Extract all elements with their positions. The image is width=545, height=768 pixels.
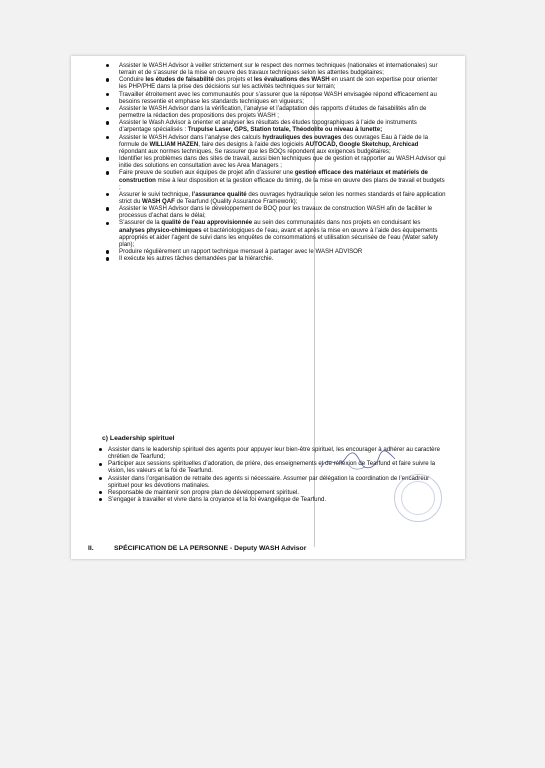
bold-text-run: les études de faisabilité [145,76,214,84]
text-run: Assurer le suivi technique, [119,190,192,198]
spiritual-leadership-item [99,496,441,503]
text-run: répondant aux normes techniques, Se rassurer que les BOQs répondent aux exigences budgétaires; [119,147,391,155]
handwritten-signature [317,449,397,475]
bold-text-run: les évaluations des WASH [253,76,330,84]
bullet-icon [106,207,109,210]
text-run: Assister le WASH Advisor dans le développement de BOQ pour les travaux de construction WASH afin de faciliter le processus d’achat dans le délai; [119,205,433,220]
bullet-icon [106,64,109,67]
bullet-icon [106,193,109,196]
organization-stamp [394,474,442,522]
text-run: en usant de son expertise pour orienter les PHP/PHE dans la prise des décisions sur les activités techniques sur terrain; [119,76,438,91]
bullet-icon [106,257,109,260]
bold-text-run: AUTOCAD, Google Sketchup, Archicad [305,140,419,148]
responsibility-item [106,119,446,133]
text-run: des ouvrages Eau à l’aide de la formule de [119,133,429,148]
text-run: Faire preuve de soutien aux équipes de projet afin d’assurer une [119,169,295,177]
responsibility-item [106,105,446,119]
bullet-icon [106,136,109,139]
responsibility-list [106,62,446,262]
document-page [71,56,465,559]
bullet-icon [99,491,102,494]
responsibility-item [106,219,446,248]
responsibility-item [106,62,446,76]
text-run: Responsable de maintenir son propre plan de développement spirituel. [108,488,300,496]
text-run: de Tearfund (Quality Assurance Framework); [174,197,298,205]
text-run: mise à leur disposition et la gestion efficace du timing, de la mise en œuvre des plans de travail et budgets ; [119,176,445,191]
bullet-icon [106,78,109,81]
text-run: au sein des communautés dans nos projets en conduisant les [252,219,421,227]
bold-text-run: qualité de l’eau approvisionnée [161,219,253,227]
bullet-icon [99,498,102,501]
text-run: Assister le WASH Advisor dans la vérification, l’analyse et l’adaptation des rapports d’études de faisabilités afin de permettre la rédaction des propositions des projets WASH ; [119,104,427,120]
bullet-icon [106,222,109,225]
text-run: des ouvrages hydraulique selon les normes standards et faire application strict du [119,190,446,205]
responsibility-item [106,248,446,255]
responsibility-item [106,76,446,90]
bullet-icon [99,477,102,480]
bullet-icon [99,463,102,466]
bold-text-run: WILLIAM HAZEN [149,140,199,148]
bold-text-run: gestion efficace des matériaux et matériels de construction [119,169,428,184]
text-run: des projets et [213,76,254,84]
spiritual-leadership-item [99,475,441,489]
text-run: , faire des designs à l’aide des logiciels [198,140,306,148]
responsibility-item [106,191,446,205]
section-c-heading: c) Leadership spirituel [102,435,175,442]
responsibility-item [106,205,446,219]
bold-text-run: Trupulse Laser, GPS, Station totale, Théodolite ou niveau à lunette; [187,126,383,134]
bold-text-run: WASH QAF [142,197,175,205]
text-run: Conduire [119,76,146,84]
section-ii-title: SPÉCIFICATION DE LA PERSONNE - Deputy WASH Advisor [114,545,307,552]
text-run: Travailler étroitement avec les communautés pour s’assurer que la réponse WASH envisagée répond efficacement au besoins ressentie et emphase les standards techniques en vigueurs; [119,90,437,105]
bold-text-run: analyses physico-chimiques [119,226,202,234]
bullet-icon [106,250,109,253]
spiritual-leadership-item [99,489,441,496]
section-ii-number: II. [88,545,94,552]
text-run: Assister dans le leadership spirituel des agents pour appuyer leur bien-être spirituel, les encourager à adhérer au caractère chrétien de Tearfund; [108,446,440,461]
bullet-icon [106,121,109,124]
text-run: Identifier les problèmes dans des sites de travail, aussi bien techniques que de gestion et rapporter au WASH Advisor qui initie des solutions en consultation avec les Area Managers ; [119,155,446,170]
text-run: Assister le WASH Advisor dans l’analyse des calculs [119,133,263,141]
responsibility-item [106,91,446,105]
responsibility-item [106,169,446,190]
text-run: S’engager à travailler et vivre dans la croyance et la foi évangélique de Tearfund. [108,496,327,504]
responsibility-item [106,134,446,155]
bullet-icon [106,157,109,160]
bold-text-run: hydrauliques des ouvrages [262,133,342,141]
bold-text-run: l’assurance qualité [191,190,247,198]
text-run: Assister le WASH Advisor à veiller strictement sur le respect des normes techniques (nationales et internationales) sur terrain et de s’assurer de la mise en œuvre des travaux techniques selon les attentes budgétaires; [119,62,438,77]
responsibility-item [106,255,446,262]
text-run: Participer aux sessions spirituelles d’adoration, de prière, des enseignements et de réflexion de Tearfund et faire suivre la vision, les valeurs et la foi de Tearfund. [108,460,436,475]
text-run: et bactériologiques de l’eau, avant et après la mise en œuvre à l’aide des équipements appropriés et aider l’agent de suivi dans les enquêtes de consommations et utilisation sécurisée de l’eau (Water safety plan); [119,226,439,248]
text-run: Assister le Wash Advisor à orienter et analyser les résultats des études topographiques à l’aide de instruments d’arpentage spécialisés : [119,119,417,134]
text-run: S’assurer de la [119,219,162,227]
bullet-icon [106,107,109,110]
text-run: Assister dans l’organisation de retraite des agents si nécessaire. Assumer par délégation la coordination de l’encadreur spirituel pour les dévotions matinales. [108,474,430,489]
bullet-icon [106,171,109,174]
responsibility-item [106,155,446,169]
bullet-icon [106,93,109,96]
section-ii-heading [88,545,306,552]
bullet-icon [99,448,102,451]
text-run: Produire régulièrement un rapport technique mensuel à partager avec le WASH ADVISOR [119,248,363,256]
text-run: Il exécute les autres tâches demandées par la hiérarchie. [119,255,274,263]
